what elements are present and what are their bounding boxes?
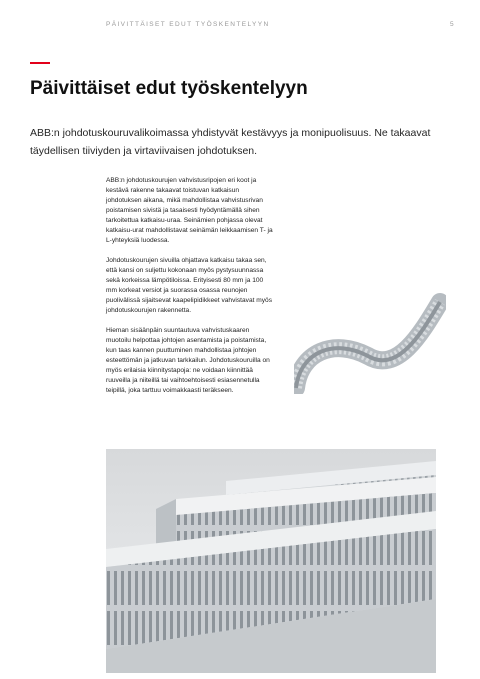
lead-paragraph: ABB:n johdotuskouruvalikoimassa yhdistyvät kestävyys ja monipuolisuus. Ne takaavat täydellisen tiiviyden ja virtaviivaisen johdotuksen.: [30, 127, 431, 157]
accent-bar: [30, 62, 50, 64]
body-paragraph-2: Johdotuskourujen sivuilla ohjattava katkaisu takaa sen, että kansi on suljettu kokonaan myös pystysuunnassa sekä korkeissa lämpötiloissa. Erityisesti 80 mm ja 100 mm korkeat versiot ja suorassa osassa reunojen puolivälissä sijaitsevat kaapelipidikkeet vahvistavat myös johdotuskourujen rakennetta.: [106, 257, 273, 314]
page-title: Päivittäiset edut työskentelyyn: [30, 78, 308, 99]
wiring-ducts-photo: [106, 449, 436, 673]
page-number: 5: [450, 21, 454, 28]
running-title: PÄIVITTÄISET EDUT TYÖSKENTELYYN: [106, 21, 270, 28]
body-paragraph-3: Hieman sisäänpäin suuntautuva vahvistuskaaren muotoilu helpottaa johtojen asentamista ja poistamista, kun taas kannen puuttuminen mahdollistaa johtojen esteettömän ja jatkuvan tarkkailun. Johdotuskouruilla on myös erilaisia kiinnitystapoja: ne voidaan kiinnittää ruuveilla ja niiteillä tai vaihtoehtoisesti esiasennetulla teipillä, joka tarttuu voimakkaasti teräkseen.: [106, 327, 270, 394]
flexible-duct-image: [294, 292, 446, 394]
body-paragraph-1: ABB:n johdotuskourujen vahvistusripojen eri koot ja kestävä rakenne takaavat toistuvan katkaisun johdotuksen aikana, mikä mahdollistaa vahvistusrivan poistamisen sivistä ja tasaisesti hyödyntämällä sihen tarkoitettua katkaisu-uraa. Seinämien pohjassa olevat katkaisu-urat mahdollistavat seinämän leikkaamisen T- ja L-yhteyksiä luodessa.: [106, 177, 273, 244]
body-text-column: [106, 176, 274, 406]
duct-illustration: [106, 449, 436, 673]
